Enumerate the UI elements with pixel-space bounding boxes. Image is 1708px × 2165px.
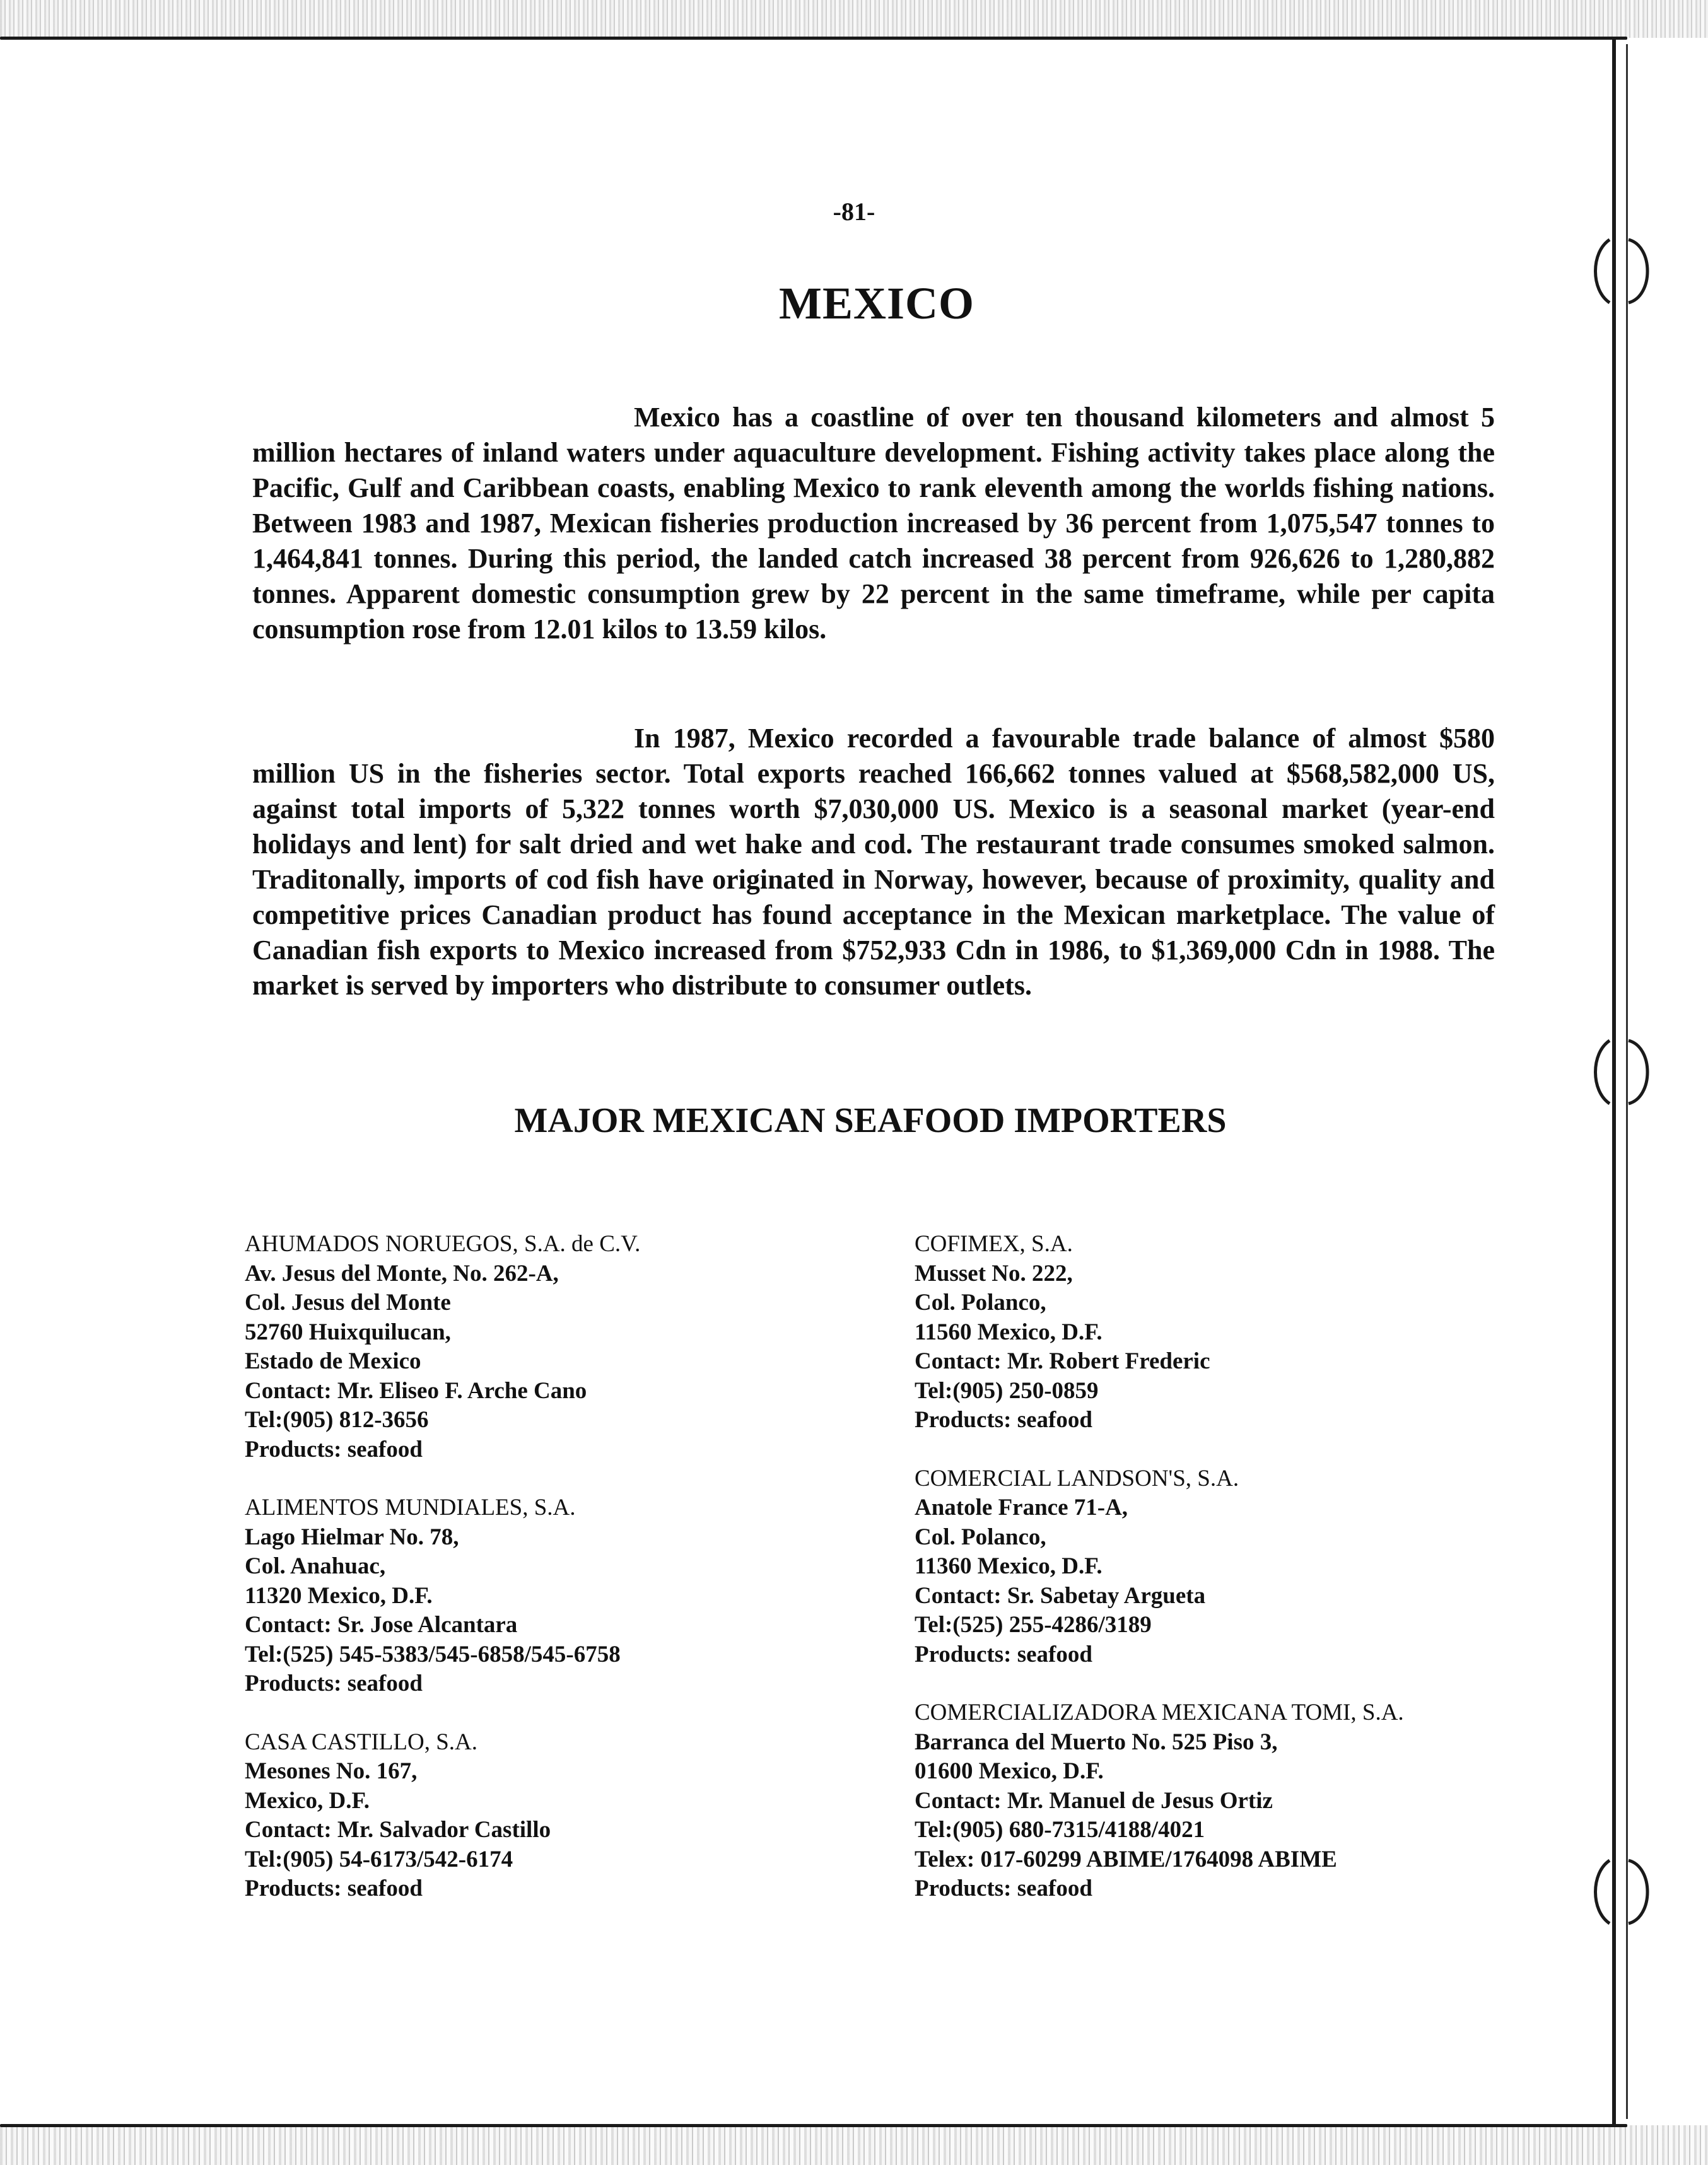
importer-line: Av. Jesus del Monte, No. 262-A, bbox=[245, 1260, 559, 1287]
importer-line: 11560 Mexico, D.F. bbox=[915, 1319, 1103, 1345]
importer-products: Products: seafood bbox=[245, 1876, 423, 1901]
importer-contact: Contact: Mr. Robert Frederic bbox=[915, 1348, 1210, 1374]
section-heading-importers: MAJOR MEXICAN SEAFOOD IMPORTERS bbox=[514, 1101, 1227, 1140]
importer-entry bbox=[915, 1698, 1545, 1904]
importer-line: 52760 Huixquilucan, bbox=[245, 1319, 451, 1345]
page-title: MEXICO bbox=[779, 278, 974, 329]
importer-line: Mesones No. 167, bbox=[245, 1758, 418, 1784]
importer-contact: Contact: Sr. Jose Alcantara bbox=[245, 1612, 518, 1638]
importer-products: Products: seafood bbox=[915, 1407, 1092, 1433]
importer-entry bbox=[915, 1230, 1545, 1435]
importer-tel: Tel:(905) 680-7315/4188/4021 bbox=[915, 1817, 1205, 1843]
importer-line: 11320 Mexico, D.F. bbox=[245, 1582, 433, 1609]
importers-left-column bbox=[245, 1230, 875, 1933]
importer-name: COMERCIAL LANDSON'S, S.A. bbox=[915, 1465, 1239, 1491]
importer-name: COMERCIALIZADORA MEXICANA TOMI, S.A. bbox=[915, 1700, 1404, 1725]
importer-line: 11360 Mexico, D.F. bbox=[915, 1553, 1103, 1579]
paragraph-coastline: Mexico has a coastline of over ten thousand kilometers and almost 5 million hectares of inland waters under aquaculture development. Fishing activity takes place along the Pacific, Gulf and Caribbean coasts, enabling Mexico to rank eleventh among the worlds fishing nations. Between 1983 and 1987, Mexican fisheries production increased by 36 percent from 1,075,547 tonnes to 1,464,841 tonnes. During this period, the landed catch increased 38 percent from 926,626 to 1,280,882 tonnes. Apparent domestic consumption grew by 22 percent in the same timeframe, while per capita consumption rose from 12.01 kilos to 13.59 kilos. bbox=[252, 402, 1495, 645]
importer-entry bbox=[245, 1728, 875, 1904]
importer-line: Col. Polanco, bbox=[915, 1524, 1046, 1550]
importer-contact: Contact: Mr. Manuel de Jesus Ortiz bbox=[915, 1787, 1273, 1814]
importer-line: 01600 Mexico, D.F. bbox=[915, 1758, 1104, 1784]
importer-line: Col. Anahuac, bbox=[245, 1553, 386, 1579]
scan-noise-bottom bbox=[0, 2125, 1708, 2165]
paragraph-trade-balance: In 1987, Mexico recorded a favourable trade balance of almost $580 million US in the fisheries sector. Total exports reached 166,662 tonnes valued at $568,582,000 US, against total imports of 5,322 tonnes worth $7,030,000 US. Mexico is a seasonal market (year-end holidays and lent) for salt dried and wet hake and cod. The restaurant trade consumes smoked salmon. Traditonally, imports of cod fish have originated in Norway, however, because of proximity, quality and competitive prices Canadian product has found acceptance in the Mexican marketplace. The value of Canadian fish exports to Mexico increased from $752,933 Cdn in 1986, to $1,369,000 Cdn in 1988. The market is served by importers who distribute to consumer outlets. bbox=[252, 723, 1495, 1001]
importer-tel: Tel:(525) 545-5383/545-6858/545-6758 bbox=[245, 1641, 621, 1667]
importers-right-column bbox=[915, 1230, 1545, 1933]
importer-tel: Tel:(905) 54-6173/542-6174 bbox=[245, 1846, 513, 1872]
importer-name: COFIMEX, S.A. bbox=[915, 1231, 1073, 1257]
scan-noise-top bbox=[0, 0, 1708, 38]
importer-products: Products: seafood bbox=[915, 1641, 1092, 1667]
importer-products: Products: seafood bbox=[245, 1436, 423, 1462]
importer-products: Products: seafood bbox=[915, 1876, 1092, 1901]
importer-contact: Contact: Mr. Eliseo F. Arche Cano bbox=[245, 1377, 587, 1404]
page-number: -81- bbox=[833, 197, 875, 226]
page-top-edge bbox=[0, 37, 1627, 40]
importer-tel: Tel:(525) 255-4286/3189 bbox=[915, 1612, 1152, 1638]
importer-name: CASA CASTILLO, S.A. bbox=[245, 1729, 478, 1755]
importer-tel: Tel:(905) 250-0859 bbox=[915, 1377, 1099, 1404]
importer-line: Anatole France 71-A, bbox=[915, 1495, 1128, 1520]
importer-line: Col. Polanco, bbox=[915, 1290, 1046, 1316]
importer-line: Musset No. 222, bbox=[915, 1260, 1073, 1287]
importer-entry bbox=[245, 1493, 875, 1699]
page-bottom-edge bbox=[0, 2124, 1627, 2127]
importer-line: Mexico, D.F. bbox=[245, 1787, 370, 1814]
importer-contact: Contact: Sr. Sabetay Argueta bbox=[915, 1582, 1206, 1609]
importer-products: Products: seafood bbox=[245, 1671, 423, 1696]
importer-line: Col. Jesus del Monte bbox=[245, 1290, 451, 1316]
binder-ring-bottom-icon bbox=[1584, 1848, 1660, 1936]
importer-entry bbox=[915, 1464, 1545, 1670]
importer-tel: Tel:(905) 812-3656 bbox=[245, 1407, 429, 1433]
importer-name: ALIMENTOS MUNDIALES, S.A. bbox=[245, 1495, 576, 1520]
importer-line: Lago Hielmar No. 78, bbox=[245, 1524, 459, 1550]
importer-contact: Contact: Mr. Salvador Castillo bbox=[245, 1817, 551, 1843]
importer-entry bbox=[245, 1230, 875, 1464]
importer-line: Barranca del Muerto No. 525 Piso 3, bbox=[915, 1729, 1278, 1755]
importer-name: AHUMADOS NORUEGOS, S.A. de C.V. bbox=[245, 1231, 641, 1257]
importer-line: Estado de Mexico bbox=[245, 1348, 421, 1374]
importer-telex: Telex: 017-60299 ABIME/1764098 ABIME bbox=[915, 1846, 1337, 1872]
